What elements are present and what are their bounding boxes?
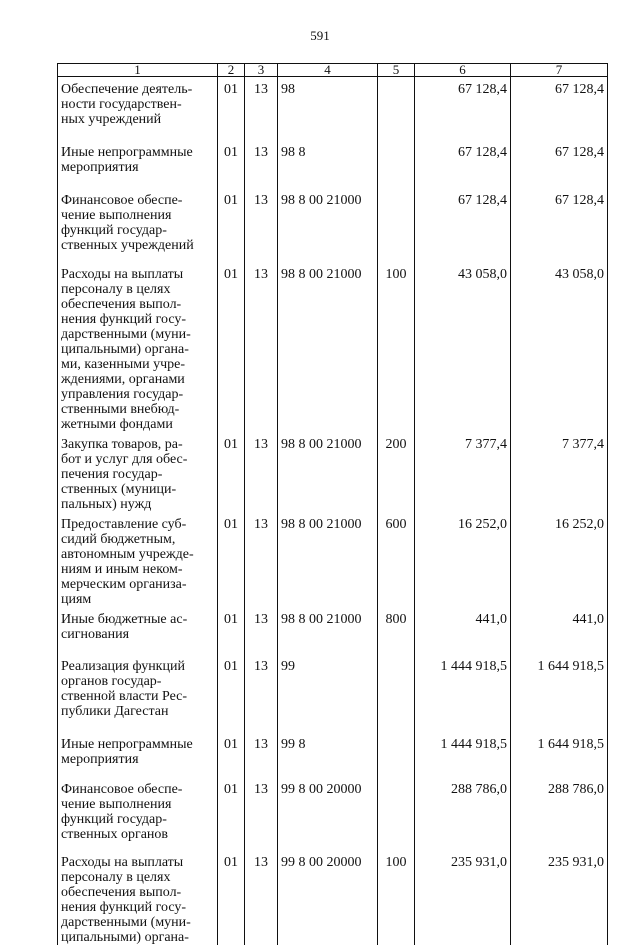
section-code: 01: [218, 432, 245, 512]
amount-col6: 1 444 918,5: [415, 654, 511, 732]
expense-type-code: [378, 140, 415, 188]
subsection-code: 13: [245, 432, 278, 512]
section-code: 01: [218, 732, 245, 777]
expense-type-code: [378, 654, 415, 732]
expense-type-code: 600: [378, 512, 415, 607]
amount-col7: 67 128,4: [511, 140, 608, 188]
section-code: 01: [218, 850, 245, 945]
amount-col6: 441,0: [415, 607, 511, 654]
section-code: 01: [218, 140, 245, 188]
amount-col7: 43 058,0: [511, 262, 608, 432]
table-row: [58, 850, 608, 945]
target-article-code: 98 8 00 21000: [278, 432, 378, 512]
item-name: Расходы на выплаты персоналу в целях обеспечения выпол- нения функций госу- дарственными (муни- ципальными) органа- ми, казенными учре- ждениями, органами управления государ- ственными внебюд- жетными фондами: [58, 262, 218, 432]
item-name: Иные непрограммные мероприятия: [58, 140, 218, 188]
amount-col6: 288 786,0: [415, 777, 511, 850]
amount-col6: 7 377,4: [415, 432, 511, 512]
subsection-code: 13: [245, 850, 278, 945]
column-header: 5: [378, 64, 415, 77]
target-article-code: 98 8: [278, 140, 378, 188]
table-row: [58, 732, 608, 777]
table-row: [58, 262, 608, 432]
subsection-code: 13: [245, 512, 278, 607]
target-article-code: 98: [278, 77, 378, 141]
column-header: 6: [415, 64, 511, 77]
amount-col7: 235 931,0: [511, 850, 608, 945]
amount-col7: 67 128,4: [511, 77, 608, 141]
table-row: [58, 607, 608, 654]
table-body: [58, 77, 608, 945]
subsection-code: 13: [245, 777, 278, 850]
table-row: [58, 77, 608, 141]
column-header: 2: [218, 64, 245, 77]
subsection-code: 13: [245, 654, 278, 732]
table-row: [58, 140, 608, 188]
expense-type-code: [378, 777, 415, 850]
amount-col7: 7 377,4: [511, 432, 608, 512]
target-article-code: 99 8 00 20000: [278, 777, 378, 850]
target-article-code: 98 8 00 21000: [278, 512, 378, 607]
expense-type-code: 200: [378, 432, 415, 512]
section-code: 01: [218, 654, 245, 732]
subsection-code: 13: [245, 262, 278, 432]
section-code: 01: [218, 512, 245, 607]
expense-type-code: [378, 732, 415, 777]
item-name: Иные бюджетные ас- сигнования: [58, 607, 218, 654]
amount-col6: 16 252,0: [415, 512, 511, 607]
item-name: Финансовое обеспе- чение выполнения функций государ- ственных учреждений: [58, 188, 218, 262]
budget-table: [57, 63, 608, 945]
column-header: 1: [58, 64, 218, 77]
subsection-code: 13: [245, 188, 278, 262]
target-article-code: 98 8 00 21000: [278, 607, 378, 654]
header-row: [58, 64, 608, 77]
column-header: 4: [278, 64, 378, 77]
amount-col6: 235 931,0: [415, 850, 511, 945]
table-row: [58, 777, 608, 850]
item-name: Закупка товаров, ра- бот и услуг для обес- печения государ- ственных (муници- пальных) нужд: [58, 432, 218, 512]
target-article-code: 98 8 00 21000: [278, 262, 378, 432]
target-article-code: 98 8 00 21000: [278, 188, 378, 262]
item-name: Реализация функций органов государ- ственной власти Рес- публики Дагестан: [58, 654, 218, 732]
item-name: Расходы на выплаты персоналу в целях обеспечения выпол- нения функций госу- дарственными (муни- ципальными) органа-: [58, 850, 218, 945]
section-code: 01: [218, 188, 245, 262]
target-article-code: 99 8 00 20000: [278, 850, 378, 945]
table-row: [58, 188, 608, 262]
amount-col7: 1 644 918,5: [511, 654, 608, 732]
item-name: Финансовое обеспе- чение выполнения функций государ- ственных органов: [58, 777, 218, 850]
amount-col6: 67 128,4: [415, 77, 511, 141]
amount-col7: 1 644 918,5: [511, 732, 608, 777]
subsection-code: 13: [245, 732, 278, 777]
amount-col6: 67 128,4: [415, 140, 511, 188]
amount-col6: 1 444 918,5: [415, 732, 511, 777]
section-code: 01: [218, 607, 245, 654]
subsection-code: 13: [245, 607, 278, 654]
item-name: Предоставление суб- сидий бюджетным, автономным учрежде- ниям и иным неком- мерческим организа- циям: [58, 512, 218, 607]
table-header: [58, 64, 608, 77]
target-article-code: 99: [278, 654, 378, 732]
amount-col7: 288 786,0: [511, 777, 608, 850]
expense-type-code: [378, 188, 415, 262]
amount-col6: 43 058,0: [415, 262, 511, 432]
amount-col7: 441,0: [511, 607, 608, 654]
column-header: 7: [511, 64, 608, 77]
table-row: [58, 432, 608, 512]
item-name: Иные непрограммные мероприятия: [58, 732, 218, 777]
expense-type-code: 100: [378, 262, 415, 432]
subsection-code: 13: [245, 77, 278, 141]
expense-type-code: [378, 77, 415, 141]
section-code: 01: [218, 262, 245, 432]
subsection-code: 13: [245, 140, 278, 188]
target-article-code: 99 8: [278, 732, 378, 777]
expense-type-code: 800: [378, 607, 415, 654]
expense-type-code: 100: [378, 850, 415, 945]
section-code: 01: [218, 777, 245, 850]
column-header: 3: [245, 64, 278, 77]
table-row: [58, 654, 608, 732]
amount-col6: 67 128,4: [415, 188, 511, 262]
page-number: 591: [0, 28, 640, 44]
amount-col7: 16 252,0: [511, 512, 608, 607]
amount-col7: 67 128,4: [511, 188, 608, 262]
item-name: Обеспечение деятель- ности государствен- ных учреждений: [58, 77, 218, 141]
table-row: [58, 512, 608, 607]
section-code: 01: [218, 77, 245, 141]
